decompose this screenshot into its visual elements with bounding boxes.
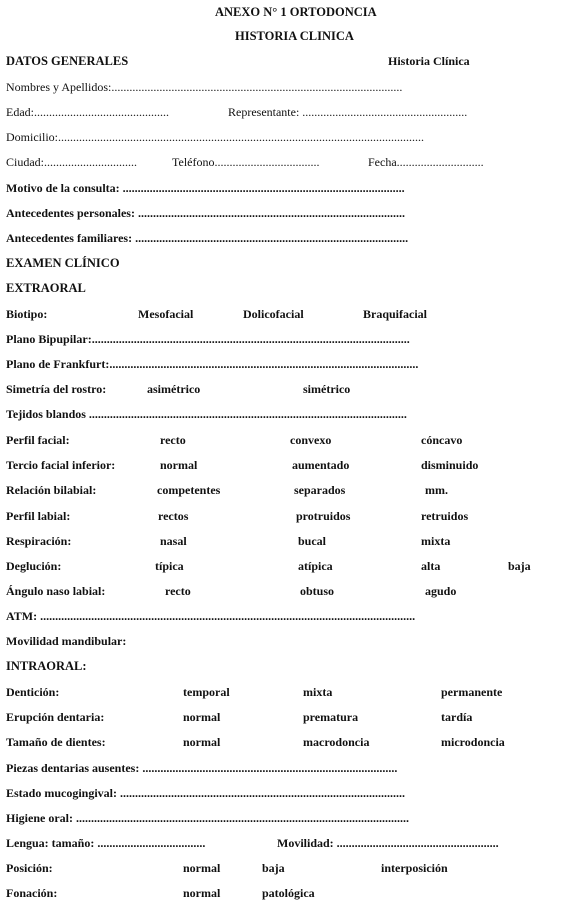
tooth-size-option: microdoncia [441, 735, 505, 749]
general-data-heading: DATOS GENERALES [6, 54, 129, 68]
intraoral-heading: INTRAORAL: [6, 659, 87, 673]
dentition-option: mixta [303, 685, 333, 699]
consultation-reason-field: Motivo de la consulta: .............................................................................................. [6, 181, 405, 195]
tmj-field: ATM: ............................................................................................................................. [6, 609, 416, 623]
biotype-option: Braquifacial [363, 307, 428, 321]
bilabial-relation-option: separados [294, 483, 346, 497]
mandibular-mobility-label: Movilidad mandibular: [6, 634, 127, 648]
bilabial-relation-unit: mm. [425, 483, 448, 497]
breathing-option: bucal [298, 534, 327, 548]
biotype-label: Biotipo: [6, 307, 48, 321]
lower-third-label: Tercio facial inferior: [6, 458, 116, 472]
tongue-size-field: Lengua: tamaño: .................................... [6, 836, 206, 850]
swallowing-option: atípica [298, 559, 333, 573]
nasolabial-angle-label: Ángulo naso labial: [6, 584, 106, 598]
bilabial-relation-label: Relación bilabial: [6, 483, 97, 497]
phone-field: Teléfono................................... [172, 155, 320, 169]
address-field: Domicilio:.......................................................................................................................... [6, 130, 424, 144]
history-number-label: Historia Clínica [388, 54, 470, 68]
facial-profile-option: convexo [290, 433, 332, 447]
personal-history-field: Antecedentes personales: ......................................................................................... [6, 206, 405, 220]
soft-tissue-field: Tejidos blandos .......................................................................................................... [6, 407, 407, 421]
mucogingival-field: Estado mucogingival: ............................................................................................... [6, 786, 406, 800]
phonation-option: patológica [262, 886, 315, 900]
tongue-position-option: interposición [381, 861, 448, 875]
city-field: Ciudad:............................... [6, 155, 137, 169]
bilabial-relation-option: competentes [157, 483, 221, 497]
dentition-label: Dentición: [6, 685, 60, 699]
tooth-size-label: Tamaño de dientes: [6, 735, 106, 749]
oral-hygiene-field: Higiene oral: ............................................................................................................... [6, 811, 409, 825]
lip-profile-label: Perfil labial: [6, 509, 71, 523]
tooth-size-option: macrodoncia [303, 735, 370, 749]
dentition-option: permanente [441, 685, 503, 699]
tongue-mobility-field: Movilidad: ...................................................... [277, 836, 499, 850]
dentition-option: temporal [183, 685, 230, 699]
facial-profile-label: Perfil facial: [6, 433, 70, 447]
lip-profile-option: retruidos [421, 509, 469, 523]
lip-profile-option: protruidos [296, 509, 351, 523]
missing-teeth-field: Piezas dentarias ausentes: ..................................................................................... [6, 761, 398, 775]
facial-profile-option: cóncavo [421, 433, 463, 447]
phonation-option: normal [183, 886, 221, 900]
lower-third-option: disminuido [421, 458, 479, 472]
representative-field: Representante: ....................................................... [228, 105, 468, 119]
annex-title: ANEXO N° 1 ORTODONCIA [215, 5, 377, 19]
swallowing-option: alta [421, 559, 441, 573]
breathing-option: mixta [421, 534, 451, 548]
biotype-option: Mesofacial [138, 307, 194, 321]
family-history-field: Antecedentes familiares: ........................................................................................... [6, 231, 409, 245]
swallowing-option: baja [508, 559, 531, 573]
names-field: Nombres y Apellidos:................................................................................................. [6, 80, 403, 94]
facial-profile-option: recto [160, 433, 186, 447]
age-field: Edad:............................................. [6, 105, 169, 119]
eruption-option: prematura [303, 710, 359, 724]
tongue-position-option: baja [262, 861, 285, 875]
lip-profile-option: rectos [158, 509, 189, 523]
breathing-option: nasal [160, 534, 187, 548]
swallowing-label: Deglución: [6, 559, 62, 573]
date-field: Fecha............................. [368, 155, 484, 169]
bipupilar-plane-field: Plano Bipupilar:.......................................................................................................... [6, 332, 410, 346]
nasolabial-angle-option: recto [165, 584, 191, 598]
tongue-position-label: Posición: [6, 861, 53, 875]
lower-third-option: aumentado [292, 458, 350, 472]
tooth-size-option: normal [183, 735, 221, 749]
clinical-history-title: HISTORIA CLINICA [235, 29, 354, 43]
nasolabial-angle-option: obtuso [300, 584, 335, 598]
eruption-label: Erupción dentaria: [6, 710, 105, 724]
eruption-option: normal [183, 710, 221, 724]
symmetry-option: asimétrico [147, 382, 201, 396]
phonation-label: Fonación: [6, 886, 58, 900]
symmetry-label: Simetría del rostro: [6, 382, 107, 396]
lower-third-option: normal [160, 458, 198, 472]
clinical-exam-heading: EXAMEN CLÍNICO [6, 256, 120, 270]
frankfurt-plane-field: Plano de Frankfurt:....................................................................................................... [6, 357, 419, 371]
nasolabial-angle-option: agudo [425, 584, 457, 598]
biotype-option: Dolicofacial [243, 307, 304, 321]
eruption-option: tardía [441, 710, 473, 724]
extraoral-heading: EXTRAORAL [6, 281, 86, 295]
swallowing-option: típica [155, 559, 184, 573]
tongue-position-option: normal [183, 861, 221, 875]
symmetry-option: simétrico [303, 382, 351, 396]
breathing-label: Respiración: [6, 534, 72, 548]
